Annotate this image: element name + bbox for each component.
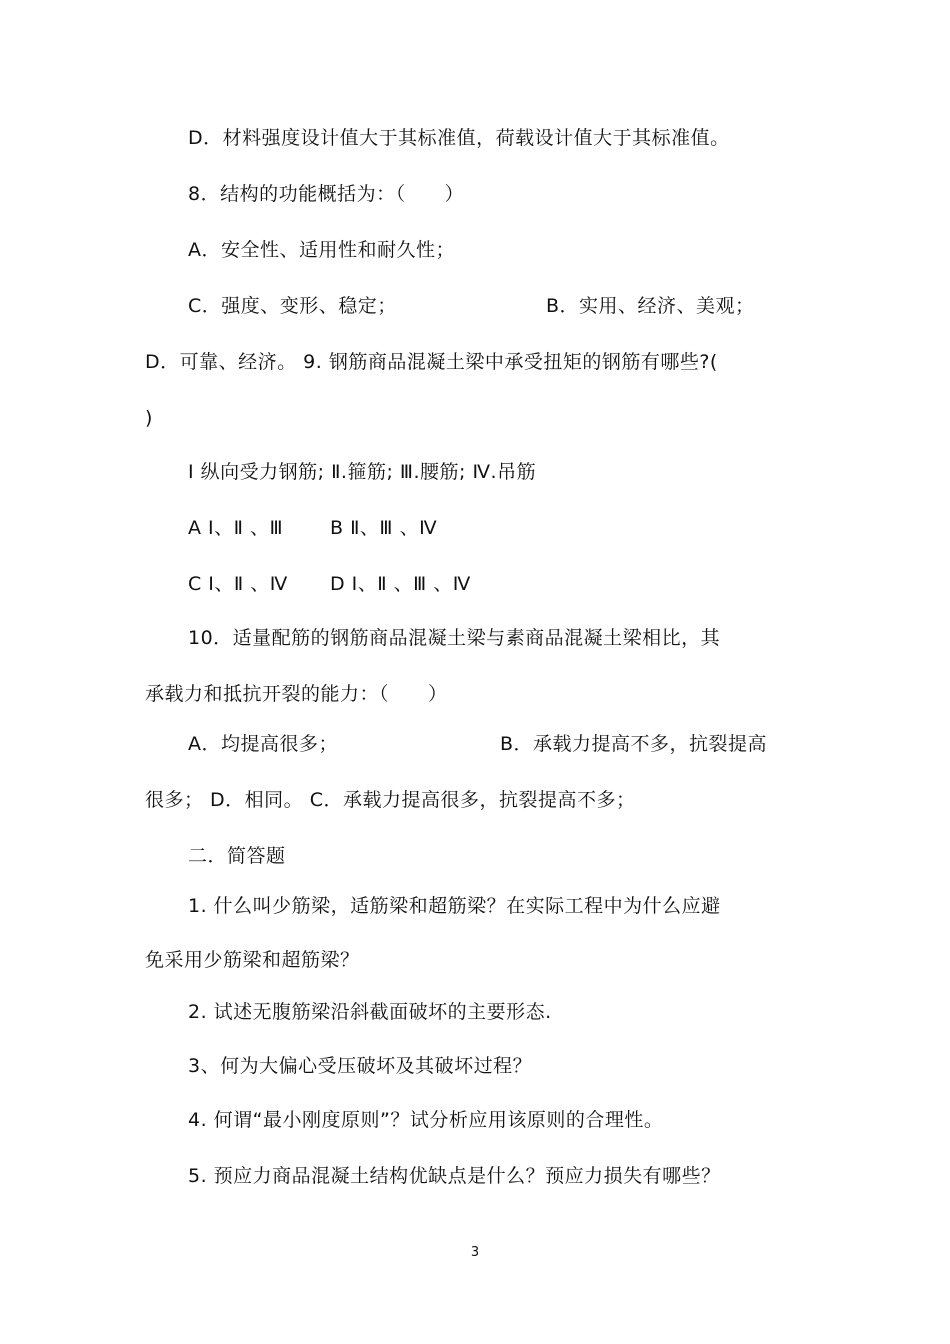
- option-b-q8: B．实用、经济、美观；: [546, 295, 755, 317]
- short-answer-4: 4. 何谓“最小刚度原则”？试分析应用该原则的合理性。: [188, 1109, 664, 1131]
- option-b-q9: B Ⅱ、Ⅲ 、Ⅳ: [330, 517, 438, 539]
- question-8: 8．结构的功能概括为：（ ）: [188, 183, 465, 205]
- question-9-items: I 纵向受力钢筋; Ⅱ.箍筋; Ⅲ.腰筋; Ⅳ.吊筋: [188, 461, 537, 483]
- short-answer-3: 3、何为大偏心受压破坏及其破坏过程？: [188, 1055, 533, 1077]
- option-d-q8-question-9: D．可靠、经济。 9. 钢筋商品混凝土梁中承受扭矩的钢筋有哪些?(: [145, 351, 718, 373]
- option-a-q9: A Ⅰ、Ⅱ 、Ⅲ: [188, 517, 284, 539]
- option-c-q8: C．强度、变形、稳定；: [188, 295, 397, 317]
- option-a-q10: A．均提高很多；: [188, 733, 338, 755]
- option-c-q9: C Ⅰ、Ⅱ 、Ⅳ: [188, 573, 288, 595]
- question-9-close-paren: ): [145, 407, 153, 429]
- question-10-line-2: 承载力和抵抗开裂的能力：（ ）: [145, 683, 448, 705]
- short-answer-1-line-1: 1. 什么叫少筋梁，适筋梁和超筋梁？在实际工程中为什么应避: [188, 895, 721, 917]
- page-number: 3: [470, 1245, 480, 1260]
- short-answer-5: 5. 预应力商品混凝土结构优缺点是什么？预应力损失有哪些？: [188, 1165, 721, 1187]
- question-10-line-1: 10．适量配筋的钢筋商品混凝土梁与素商品混凝土梁相比，其: [188, 627, 721, 649]
- short-answer-1-line-2: 免采用少筋梁和超筋梁？: [145, 949, 360, 971]
- option-b-q10: B．承载力提高不多，抗裂提高: [500, 733, 768, 755]
- option-d-q7: D．材料强度设计值大于其标准值，荷载设计值大于其标准值。: [188, 127, 730, 149]
- short-answer-2: 2. 试述无腹筋梁沿斜截面破坏的主要形态.: [188, 1001, 552, 1023]
- option-a-q8: A．安全性、适用性和耐久性；: [188, 239, 455, 261]
- section-heading-short-answer: 二．简答题: [188, 845, 286, 867]
- options-q10-continued: 很多； D．相同。 C．承载力提高很多，抗裂提高不多；: [145, 789, 636, 811]
- option-d-q9: D Ⅰ、Ⅱ 、Ⅲ 、Ⅳ: [330, 573, 471, 595]
